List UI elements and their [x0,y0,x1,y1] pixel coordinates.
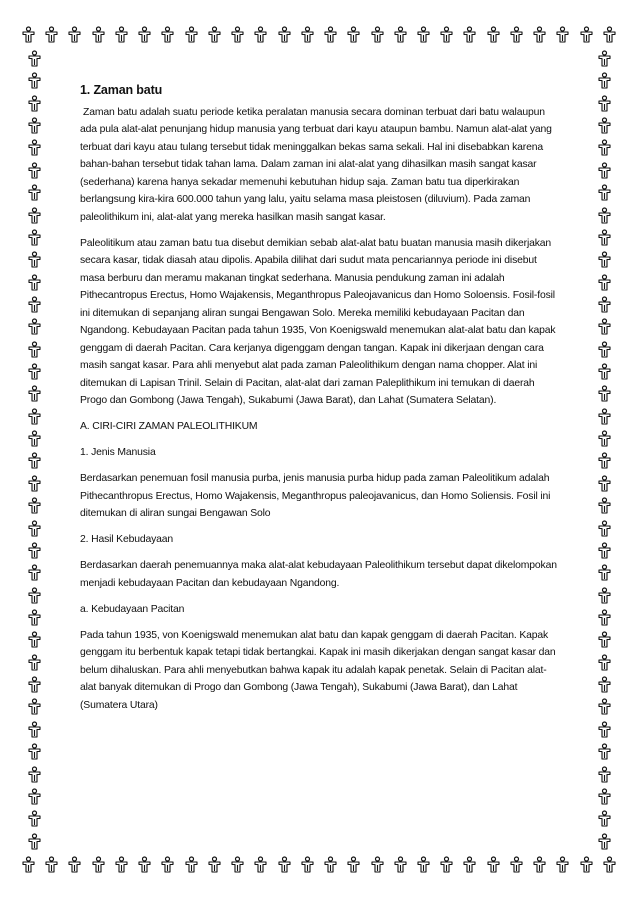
ornament-glyph-icon [28,698,41,715]
ornament-glyph-icon [28,587,41,604]
ornament-glyph-icon [603,856,616,873]
paragraph-kebudayaan-pacitan: Pada tahun 1935, von Koenigswald menemukan alat batu dan kapak genggam di daerah Pacitan. Kapak genggam itu berbentuk kapak tetapi tidak bertangkai. Kapak ini masih dikerjakan dengan sangat kasar dan belum dihaluskan. Para ahli menyebutkan bahwa kapak itu adalah kapak penetak. Selain di Pacitan alat-alat banyak ditemukan di Progo dan Gombong (Jawa Tengah), Sukabumi (Jawa Barat), dan Lahat (Sumatera Utara) [80,629,556,711]
ornament-glyph-icon [580,856,593,873]
ornament-glyph-icon [556,856,569,873]
ornament-glyph-icon [22,26,35,43]
ornament-glyph-icon [28,743,41,760]
ornament-glyph-icon [28,162,41,179]
border-right [594,50,614,850]
ornament-glyph-icon [598,50,611,67]
ornament-glyph-icon [28,788,41,805]
ornament-glyph-icon [28,609,41,626]
ornament-glyph-icon [598,743,611,760]
ornament-glyph-icon [185,856,198,873]
ornament-glyph-icon [28,341,41,358]
ornament-glyph-icon [598,363,611,380]
ornament-glyph-icon [598,385,611,402]
ornament-glyph-icon [394,856,407,873]
ornament-glyph-icon [440,856,453,873]
subheading-hasil-kebudayaan: 2. Hasil Kebudayaan [80,534,174,545]
ornament-glyph-icon [580,26,593,43]
ornament-glyph-icon [598,207,611,224]
ornament-glyph-icon [598,609,611,626]
ornament-glyph-icon [598,72,611,89]
ornament-glyph-icon [28,296,41,313]
ornament-glyph-icon [598,698,611,715]
ornament-glyph-icon [371,26,384,43]
ornament-glyph-icon [28,452,41,469]
ornament-glyph-icon [598,274,611,291]
ornament-glyph-icon [598,721,611,738]
ornament-glyph-icon [278,26,291,43]
ornament-glyph-icon [556,26,569,43]
ornament-glyph-icon [28,631,41,648]
border-bottom [22,854,616,874]
ornament-glyph-icon [185,26,198,43]
ornament-glyph-icon [92,856,105,873]
ornament-glyph-icon [231,26,244,43]
ornament-glyph-icon [347,856,360,873]
ornament-glyph-icon [138,26,151,43]
ornament-glyph-icon [45,856,58,873]
ornament-glyph-icon [487,26,500,43]
ornament-glyph-icon [28,385,41,402]
ornament-glyph-icon [28,766,41,783]
ornament-glyph-icon [510,856,523,873]
ornament-glyph-icon [598,430,611,447]
ornament-glyph-icon [533,856,546,873]
ornament-glyph-icon [598,676,611,693]
paragraph-jenis-manusia: Berdasarkan penemuan fosil manusia purba, jenis manusia purba hidup pada zaman Paleolitikum adalah Pithecanthropus Erectus, Homo Wajakensis, Meganthropus paleojavanicus, dan Homo Soliensis. Fosil ini ditemukan di aliran sungai Bengawan Solo [80,473,551,519]
ornament-glyph-icon [28,139,41,156]
ornament-glyph-icon [598,810,611,827]
ornament-glyph-icon [598,564,611,581]
ornament-glyph-icon [28,564,41,581]
ornament-glyph-icon [598,139,611,156]
ornament-glyph-icon [68,856,81,873]
ornament-glyph-icon [394,26,407,43]
ornament-glyph-icon [598,318,611,335]
ornament-glyph-icon [254,856,267,873]
ornament-glyph-icon [22,856,35,873]
ornament-glyph-icon [598,833,611,850]
ornament-glyph-icon [487,856,500,873]
ornament-glyph-icon [28,497,41,514]
ornament-glyph-icon [347,26,360,43]
ornament-glyph-icon [28,251,41,268]
ornament-glyph-icon [510,26,523,43]
ornament-glyph-icon [254,26,267,43]
border-left [24,50,44,850]
ornament-glyph-icon [231,856,244,873]
ornament-glyph-icon [28,430,41,447]
ornament-glyph-icon [28,184,41,201]
ornament-glyph-icon [598,95,611,112]
ornament-glyph-icon [28,833,41,850]
ornament-glyph-icon [28,363,41,380]
ornament-glyph-icon [208,26,221,43]
document-body [80,82,562,723]
ornament-glyph-icon [598,229,611,246]
ornament-glyph-icon [598,542,611,559]
ornament-glyph-icon [417,26,430,43]
ornament-glyph-icon [324,26,337,43]
ornament-glyph-icon [278,856,291,873]
ornament-glyph-icon [371,856,384,873]
ornament-glyph-icon [598,408,611,425]
ornament-glyph-icon [28,520,41,537]
ornament-glyph-icon [598,341,611,358]
ornament-glyph-icon [28,676,41,693]
ornament-glyph-icon [28,117,41,134]
ornament-glyph-icon [301,856,314,873]
ornament-glyph-icon [440,26,453,43]
ornament-glyph-icon [45,26,58,43]
ornament-glyph-icon [28,654,41,671]
ornament-glyph-icon [598,497,611,514]
ornament-glyph-icon [92,26,105,43]
ornament-glyph-icon [28,229,41,246]
ornament-glyph-icon [28,72,41,89]
ornament-glyph-icon [598,654,611,671]
ornament-glyph-icon [28,50,41,67]
ornament-glyph-icon [115,26,128,43]
ornament-glyph-icon [598,162,611,179]
ornament-glyph-icon [301,26,314,43]
ornament-glyph-icon [115,856,128,873]
ornament-glyph-icon [463,856,476,873]
ornament-glyph-icon [28,542,41,559]
ornament-glyph-icon [161,856,174,873]
subheading-ciri-ciri: A. CIRI-CIRI ZAMAN PALEOLITHIKUM [80,421,258,432]
ornament-glyph-icon [598,251,611,268]
border-top [22,24,616,44]
ornament-glyph-icon [28,318,41,335]
ornament-glyph-icon [28,274,41,291]
ornament-glyph-icon [598,766,611,783]
ornament-glyph-icon [28,408,41,425]
subheading-kebudayaan-pacitan: a. Kebudayaan Pacitan [80,603,185,615]
paragraph-hasil-kebudayaan: Berdasarkan daerah penemuannya maka alat-alat kebudayaan Paleolithikum tersebut dapat dikelompokan menjadi kebudayaan Pacitan dan kebudayaan Ngandong. [80,560,557,589]
ornament-glyph-icon [138,856,151,873]
ornament-glyph-icon [598,788,611,805]
paragraph-intro: Zaman batu adalah suatu periode ketika peralatan manusia secara dominan terbuat dari batu walaupun ada pula alat-alat penunjang hidup manusia yang terbuat dari kayu ataupun bambu. Namun alat-alat yang terbuat dari kayu atau tulang tersebut tidak meninggalkan bekas sama sekali. Hal ini disebabkan karena bahan-bahan tersebut tidak tahan lama. Dalam zaman ini alat-alat yang dihasilkan masih sangat kasar (sederhana) karena hanya sekadar memenuhi kebutuhan hidup saja. Zaman batu tua diperkirakan berlangsung kira-kira 600.000 tahun yang lalu, yaitu selama masa pleistosen (diluvium). Pada zaman paleolithikum ini, alat-alat yang mereka hasilkan masih sangat kasar. [80,106,552,223]
ornament-glyph-icon [463,26,476,43]
ornament-glyph-icon [603,26,616,43]
ornament-glyph-icon [324,856,337,873]
paragraph-paleolitikum: Paleolitikum atau zaman batu tua disebut demikian sebab alat-alat batu buatan manusia masih dikerjakan secara kasar, tidak diasah atau dipolis. Apabila dilihat dari sudut mata pencariannya periode ini disebut masa berburu dan meramu makanan tingkat sederhana. Manusia pendukung zaman ini adalah Pithecantropus Erectus, Homo Wajakensis, Meganthropus Paleojavanicus dan Homo Soloensis. Fosil-fosil ini ditemukan di sepanjang aliran sungai Bengawan Solo. Mereka memiliki kebudayaan Pacitan dan Ngandong. Kebudayaan Pacitan pada tahun 1935, Von Koenigswald menemukan alat-alat batu dan kapak genggam di daerah Pacitan. Cara kerjanya digenggam dengan tangan. Kapak ini dikerjaan dengan cara masih sangat kasar. Para ahli menyebut alat pada zaman Paleolithikum dengan nama chopper. Alat ini ditemukan di Lapisan Trinil. Selain di Pacitan, alat-alat dari zaman Paleplithikum ini temukan di daerah Progo dan Gombong (Jawa Tengah), Sukabumi (Jawa Barat), dan Lahat (Sumatera Selatan). [80,237,556,406]
ornament-glyph-icon [598,184,611,201]
ornament-glyph-icon [598,631,611,648]
ornament-glyph-icon [28,810,41,827]
ornament-glyph-icon [161,26,174,43]
ornament-glyph-icon [598,117,611,134]
ornament-glyph-icon [598,296,611,313]
ornament-glyph-icon [417,856,430,873]
ornament-glyph-icon [598,475,611,492]
ornament-glyph-icon [598,452,611,469]
section-title: 1. Zaman batu [80,83,163,97]
ornament-glyph-icon [208,856,221,873]
ornament-glyph-icon [28,721,41,738]
ornament-glyph-icon [28,475,41,492]
ornament-glyph-icon [598,520,611,537]
ornament-glyph-icon [68,26,81,43]
subheading-jenis-manusia: 1. Jenis Manusia [80,447,156,458]
ornament-glyph-icon [533,26,546,43]
ornament-glyph-icon [28,207,41,224]
ornament-glyph-icon [28,95,41,112]
ornament-glyph-icon [598,587,611,604]
